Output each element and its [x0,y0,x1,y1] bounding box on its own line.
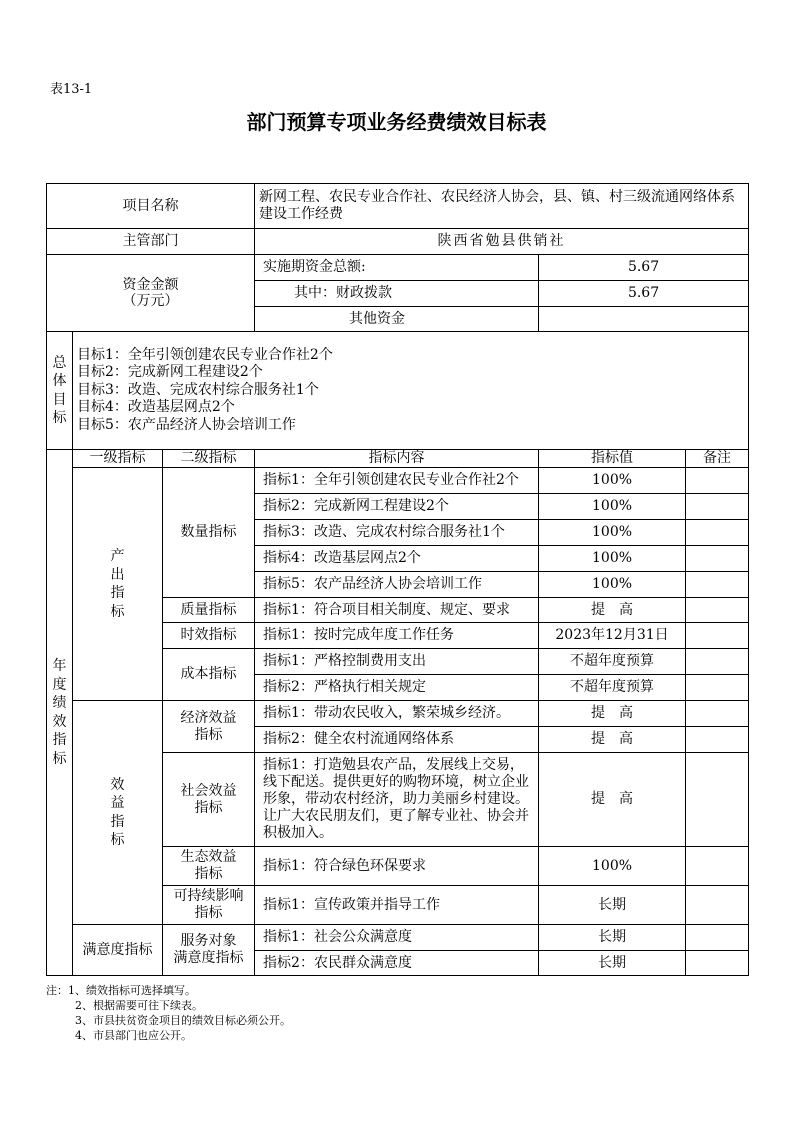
remark-cell [686,951,749,976]
indicator-value: 提 高 [539,701,686,727]
indicator-value: 长期 [539,925,686,951]
note-item: 2、根据需要可往下续表。 [75,999,203,1012]
note-item: 1、绩效指标可选择填写。 [68,984,196,997]
indicator-value: 长期 [539,886,686,925]
header-level1: 一级指标 [73,450,163,468]
remark-cell [686,886,749,925]
indicator-content: 指标3：改造、完成农村综合服务社1个 [255,520,539,546]
table-row [47,701,749,727]
goal-item: 目标2：完成新网工程建设2个 [77,364,263,381]
indicator-content: 指标1：按时完成年度工作任务 [255,623,539,649]
sustainable-label: 可持续影响 指标 [163,886,255,925]
project-row [47,184,749,229]
goal-item: 目标1：全年引领创建农民专业合作社2个 [77,346,333,363]
goal-item: 目标4：改造基层网点2个 [77,399,235,416]
service-satisfaction-label: 服务对象 满意度指标 [163,925,255,976]
indicator-value: 2023年12月31日 [539,623,686,649]
indicator-value: 提 高 [539,753,686,847]
notes [46,983,291,1043]
remark-cell [686,598,749,623]
performance-target-table [46,183,749,976]
social-label: 社会效益 指标 [163,753,255,847]
remark-cell [686,649,749,675]
remark-cell [686,701,749,727]
funds-total-value: 5.67 [539,255,749,281]
remark-cell [686,675,749,701]
indicator-content: 指标1：打造勉县农产品，发展线上交易， 线下配送。提供更好的购物环境，树立企业 形象，带动农村经济，助力美丽乡村建设。 让广大农民朋友们，更了解专业社、协会并 积极加入。 [255,753,539,847]
department-row [47,229,749,255]
timeliness-label: 时效指标 [163,623,255,649]
overall-goal-label-cell [47,332,73,450]
indicator-value: 不超年度预算 [539,675,686,701]
indicator-content: 指标1：宣传政策并指导工作 [255,886,539,925]
header-remark: 备注 [686,450,749,468]
cost-label: 成本指标 [163,649,255,701]
annual-header-row [47,450,749,468]
remark-cell [686,546,749,572]
overall-goal-label: 总体目标 [52,354,67,426]
ecological-label: 生态效益 指标 [163,847,255,886]
indicator-value: 100% [539,546,686,572]
notes-prefix: 注： [46,984,68,997]
output-group-label: 产出指标 [110,548,125,620]
indicator-value: 长期 [539,951,686,976]
indicator-value: 100% [539,847,686,886]
annual-label: 年度绩效指标 [52,658,67,767]
form-code: 表13-1 [50,82,93,97]
output-group-cell [73,468,163,701]
remark-cell [686,468,749,494]
indicator-content: 指标2：农民群众满意度 [255,951,539,976]
benefit-group-cell [73,701,163,925]
funds-fiscal-value: 5.67 [539,281,749,307]
indicator-content: 指标1：符合项目相关制度、规定、要求 [255,598,539,623]
indicator-content: 指标1：全年引领创建农民专业合作社2个 [255,468,539,494]
indicator-content: 指标1：社会公众满意度 [255,925,539,951]
table-row [47,468,749,494]
indicator-content: 指标5：农产品经济人协会培训工作 [255,572,539,598]
document-title: 部门预算专项业务经费绩效目标表 [246,110,547,134]
project-label: 项目名称 [47,184,255,229]
note-line [46,983,291,998]
quantity-label: 数量指标 [163,468,255,598]
funds-total-label: 实施期资金总额: [255,255,539,281]
goal-item: 目标5：农产品经济人协会培训工作 [77,416,296,433]
remark-cell [686,753,749,847]
indicator-value: 100% [539,572,686,598]
remark-cell [686,623,749,649]
indicator-content: 指标2：严格执行相关规定 [255,675,539,701]
indicator-content: 指标1：符合绿色环保要求 [255,847,539,886]
note-item: 3、市县扶贫资金项目的绩效目标必须公开。 [75,1014,291,1027]
funds-other-value [539,307,749,332]
note-item: 4、市县部门也应公开。 [75,1029,192,1042]
annual-label-cell [47,450,73,976]
header-content: 指标内容 [255,450,539,468]
remark-cell [686,572,749,598]
economic-label: 经济效益 指标 [163,701,255,753]
funds-label: 资金金额 （万元） [47,255,255,332]
indicator-content: 指标1：严格控制费用支出 [255,649,539,675]
header-value: 指标值 [539,450,686,468]
department-value: 陕西省勉县供销社 [255,229,749,255]
remark-cell [686,494,749,520]
indicator-value: 100% [539,468,686,494]
indicator-value: 提 高 [539,598,686,623]
remark-cell [686,847,749,886]
remark-cell [686,727,749,753]
funds-row-total [47,255,749,281]
benefit-group-label: 效益指标 [110,776,125,848]
remark-cell [686,520,749,546]
indicator-value: 提 高 [539,727,686,753]
funds-other-label: 其他资金 [255,307,539,332]
indicator-content: 指标2：健全农村流通网络体系 [255,727,539,753]
quality-label: 质量指标 [163,598,255,623]
indicator-value: 100% [539,520,686,546]
satisfaction-group-label: 满意度指标 [73,925,163,976]
overall-goal-content [73,332,749,450]
project-value: 新网工程、农民专业合作社、农民经济人协会，县、镇、村三级流通网络体系 建设工作经费 [255,184,749,229]
funds-fiscal-label: 其中：财政拨款 [255,281,539,307]
department-label: 主管部门 [47,229,255,255]
indicator-value: 100% [539,494,686,520]
indicator-content: 指标2：完成新网工程建设2个 [255,494,539,520]
indicator-content: 指标1：带动农民收入，繁荣城乡经济。 [255,701,539,727]
indicator-value: 不超年度预算 [539,649,686,675]
table-row [47,925,749,951]
goal-item: 目标3：改造、完成农村综合服务社1个 [77,381,319,398]
remark-cell [686,925,749,951]
overall-goal-row [47,332,749,450]
header-level2: 二级指标 [163,450,255,468]
indicator-content: 指标4：改造基层网点2个 [255,546,539,572]
